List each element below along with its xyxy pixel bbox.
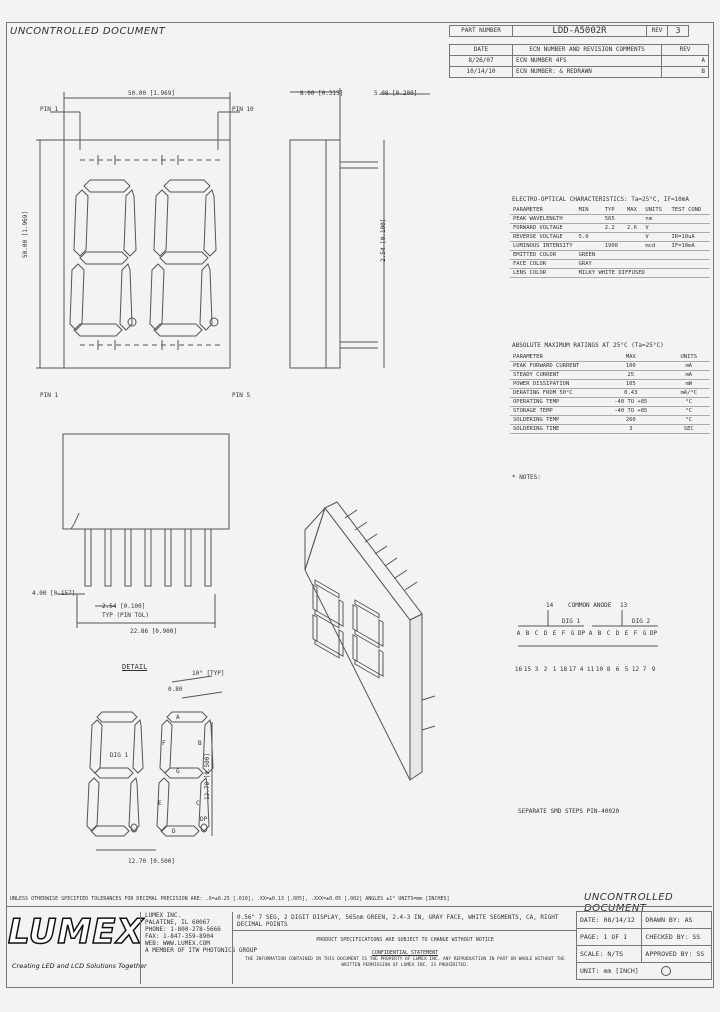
- cell: [602, 233, 624, 242]
- cell: PEAK FORWARD CURRENT: [510, 362, 594, 371]
- cell: °C: [668, 407, 710, 416]
- cell: [624, 251, 642, 260]
- address-line: FAX: 1-847-359-8904: [145, 933, 214, 940]
- elec-header: MIN: [576, 206, 602, 215]
- cell: EMITTED COLOR: [510, 251, 576, 260]
- approved-value: SS: [696, 950, 705, 958]
- page-cell: [577, 929, 642, 946]
- pin5-bottom-label: PIN 5: [232, 392, 251, 399]
- revision-rev: B: [662, 67, 709, 78]
- rev-desc-header: ECN NUMBER AND REVISION COMMENTS: [513, 45, 662, 56]
- pin-num: 5: [624, 666, 629, 673]
- absmax-footnote: * NOTES:: [512, 474, 541, 481]
- scale-cell: [577, 946, 642, 963]
- side-view-drawing: [280, 80, 440, 380]
- cell: DERATING FROM 50°C: [510, 389, 594, 398]
- bottom-pins: [85, 529, 211, 586]
- pin-seg: C: [606, 630, 611, 637]
- detail-dim-bottom: 12.70 [0.500]: [128, 858, 175, 865]
- cell: OPERATING TEMP: [510, 398, 594, 407]
- cell: [624, 215, 642, 224]
- units-label: UNIT:: [580, 967, 600, 975]
- pin-num: 4: [579, 666, 584, 673]
- seg-c-label: C: [196, 800, 200, 807]
- notice-header: CONFIDENTIAL STATEMENT: [371, 950, 439, 956]
- cell: [576, 215, 602, 224]
- cell: 3: [594, 425, 668, 434]
- absmax-header: MAX: [594, 353, 668, 362]
- lumex-tagline: Creating LED and LCD Solutions Together: [12, 962, 147, 970]
- notice-2: THE INFORMATION CONTAINED IN THIS DOCUMENT IS THE PROPERTY OF LUMEX INC. ANY REPRODUCTION IN PART OR WHOLE WITHOUT THE WRITTEN PERMISSION OF LUMEX INC. IS PROHIBITED.: [245, 957, 565, 968]
- cell: [602, 260, 624, 269]
- revision-row: [450, 56, 709, 67]
- side-depth-dim: 8.00 [0.315]: [300, 90, 344, 97]
- pin-seg: G: [570, 630, 575, 637]
- detail-drawing: [82, 670, 242, 870]
- seg-d-label: D: [172, 828, 176, 835]
- cell: IF=10mA: [669, 242, 710, 251]
- cell: mW: [668, 380, 710, 389]
- cell: [576, 242, 602, 251]
- table-row: [510, 425, 710, 434]
- cell: [624, 242, 642, 251]
- rev-value: 3: [668, 26, 689, 37]
- electrical-title: ELECTRO-OPTICAL CHARACTERISTICS: Ta=25°C, IF=10mA: [512, 196, 690, 203]
- cell: LUMINOUS INTENSITY: [510, 242, 576, 251]
- table-row: [510, 242, 710, 251]
- pin-num: 8: [606, 666, 611, 673]
- table-row: [510, 251, 710, 260]
- table-row: [510, 380, 710, 389]
- pin-num: 17: [568, 666, 577, 673]
- cell: 2.6: [624, 224, 642, 233]
- pin-num: 10: [595, 666, 604, 673]
- cell: [669, 215, 710, 224]
- cell: °C: [668, 416, 710, 425]
- rev-label: REV: [647, 26, 668, 37]
- rev-rev-header: REV: [662, 45, 709, 56]
- seg-e-label: E: [158, 800, 162, 807]
- pin-seg: G: [642, 630, 647, 637]
- table-row: [510, 233, 710, 242]
- cell: [669, 260, 710, 269]
- date-value: 08/14/12: [603, 916, 635, 924]
- electrical-table: [510, 206, 710, 278]
- pin-seg: D: [543, 630, 548, 637]
- pin-seg: C: [534, 630, 539, 637]
- bottom-pitch-dim: 2.54 [0.100]: [102, 603, 146, 610]
- date-label: DATE:: [580, 916, 600, 924]
- detail-label: DETAIL: [122, 663, 148, 671]
- iso-note: [518, 808, 619, 815]
- pin-dig1-label: DIG 1: [562, 618, 581, 625]
- checked-label: CHECKED BY:: [645, 933, 689, 941]
- cell: °C: [668, 398, 710, 407]
- approved-cell: [642, 946, 712, 963]
- isometric-view-drawing: [295, 500, 445, 790]
- scale-label: SCALE:: [580, 950, 604, 958]
- elec-header: TEST COND: [669, 206, 710, 215]
- cell: SOLDERING TIME: [510, 425, 594, 434]
- address-line: PHONE: 1-800-278-5666: [145, 926, 221, 933]
- pin-num: 9: [651, 666, 656, 673]
- table-row: [510, 269, 710, 278]
- front-width-dim: 50.00 [1.969]: [128, 90, 175, 97]
- cell: STORAGE TEMP: [510, 407, 594, 416]
- pin-top-left: 14: [546, 602, 554, 609]
- seg-dp-label: DP: [200, 816, 208, 823]
- cell: 565: [602, 215, 624, 224]
- pin-top-right: 13: [620, 602, 628, 609]
- revision-history-table: [449, 44, 709, 78]
- pin-number-row: [514, 666, 658, 673]
- pin-common-label: COMMON ANODE: [568, 602, 612, 609]
- pin-seg: B: [525, 630, 530, 637]
- elec-header: PARAMETER: [510, 206, 576, 215]
- front-height-dim: 50.00 [1.969]: [22, 211, 29, 258]
- cell: 260: [594, 416, 668, 425]
- front-view-drawing: [30, 80, 260, 380]
- detail-dim-angle: 0.80: [168, 686, 183, 693]
- revision-date: 8/26/07: [450, 56, 513, 67]
- bottom-pinlen-dim: 4.00 [0.157]: [32, 590, 76, 597]
- table-row: [510, 407, 710, 416]
- pin-num: 7: [642, 666, 647, 673]
- cell: mA/°C: [668, 389, 710, 398]
- table-row: [510, 416, 710, 425]
- pin-num: 12: [631, 666, 640, 673]
- page-label: PAGE:: [580, 933, 600, 941]
- address-line: PALATINE, IL 60067: [145, 919, 211, 926]
- cell: 0.43: [594, 389, 668, 398]
- tolerance-note: UNLESS OTHERWISE SPECIFIED TOLERANCES FOR DECIMAL PRECISION ARE: .X=±0.25 [.010], .XX=±0.13 [.005], .XXX=±0.05 [.002] ANGLES ±1° UNITS=mm [INCHES]: [10, 896, 450, 902]
- table-row: [510, 398, 710, 407]
- bottom-view-drawing: [55, 428, 245, 638]
- detail-dim-top: 10° [TYP]: [192, 670, 225, 677]
- units-cell: [577, 963, 712, 980]
- date-cell: [577, 912, 642, 929]
- cell: [669, 224, 710, 233]
- projection-icon: [661, 966, 671, 976]
- cell: [602, 251, 624, 260]
- rev-date-header: DATE: [450, 45, 513, 56]
- pin-seg: DP: [649, 630, 658, 637]
- page-value: 1 OF 1: [603, 933, 627, 941]
- part-number-table: [449, 25, 689, 37]
- side-seat-dim: 5.08 [0.200]: [374, 90, 418, 97]
- pin-seg: B: [597, 630, 602, 637]
- cell: POWER DISSIPATION: [510, 380, 594, 389]
- absmax-table: [510, 353, 710, 434]
- elec-header: UNITS: [642, 206, 668, 215]
- cell: mA: [668, 362, 710, 371]
- cell: LENS COLOR: [510, 269, 576, 278]
- units-value: mm [INCH]: [603, 967, 639, 975]
- detail-dim-side: 12.70 [0.500]: [204, 753, 211, 800]
- uncontrolled-label-bottom: UNCONTROLLED DOCUMENT: [584, 892, 674, 914]
- pin-num: 1: [552, 666, 557, 673]
- table-row: [510, 224, 710, 233]
- pin-num: 11: [586, 666, 595, 673]
- table-row: [510, 362, 710, 371]
- part-description: 0.56" 7 SEG, 2 DIGIT DISPLAY, 565nm GREEN, 2.4-3 IN, GRAY FACE, WHITE SEGMENTS, CA, RIGHT DECIMAL POINTS: [233, 912, 577, 931]
- bottom-total-dim: 22.86 [0.900]: [130, 628, 177, 635]
- drawn-cell: [642, 912, 712, 929]
- absmax-header: PARAMETER: [510, 353, 594, 362]
- cell: 5.0: [576, 233, 602, 242]
- pin10-top-label: PIN 10: [232, 106, 254, 113]
- cell: -40 TO +85: [594, 398, 668, 407]
- part-number-label: PART NUMBER: [450, 26, 513, 37]
- pin-diagram-lines: [512, 610, 662, 670]
- cell: 100: [594, 362, 668, 371]
- pin-dig2-label: DIG 2: [632, 618, 651, 625]
- cell: -40 TO +85: [594, 407, 668, 416]
- cell: STEADY CURRENT: [510, 371, 594, 380]
- table-row: [510, 215, 710, 224]
- cell: V: [642, 224, 668, 233]
- elec-header: MAX: [624, 206, 642, 215]
- lumex-logo: LUMEX: [8, 912, 144, 952]
- cell: nm: [642, 215, 668, 224]
- cell: [624, 233, 642, 242]
- pin-segment-row: [514, 630, 658, 637]
- part-number-value: LDD-A5002R: [513, 26, 647, 37]
- cell: [576, 224, 602, 233]
- pin-num: 16: [514, 666, 523, 673]
- description-block: [232, 912, 577, 984]
- pin-num: 6: [615, 666, 620, 673]
- detail-digit-label: DIG 1: [110, 752, 129, 759]
- notice-1: PRODUCT SPECIFICATIONS ARE SUBJECT TO CHANGE WITHOUT NOTICE: [316, 937, 494, 943]
- seg-g-label: G: [176, 768, 180, 775]
- cell: mcd: [642, 242, 668, 251]
- pin-num: 2: [543, 666, 548, 673]
- address-line: LUMEX INC.: [145, 912, 182, 919]
- pin-seg: D: [615, 630, 620, 637]
- cell: MILKY WHITE DIFFUSED: [576, 269, 710, 278]
- elec-header: TYP: [602, 206, 624, 215]
- cell: REVERSE VOLTAGE: [510, 233, 576, 242]
- pin-num: 15: [523, 666, 532, 673]
- cell: [642, 251, 668, 260]
- revision-date: 10/14/10: [450, 67, 513, 78]
- revision-desc: ECN NUMBER: & REDRAWN: [513, 67, 662, 78]
- pin-seg: A: [588, 630, 593, 637]
- table-row: [510, 371, 710, 380]
- cell: V: [642, 233, 668, 242]
- pin-seg: A: [516, 630, 521, 637]
- scale-value: N/TS: [607, 950, 624, 958]
- address-line: A MEMBER OF ITW PHOTONICS GROUP: [145, 947, 257, 954]
- pin-seg: F: [561, 630, 566, 637]
- uncontrolled-label-top: UNCONTROLLED DOCUMENT: [10, 26, 166, 37]
- pin-seg: DP: [577, 630, 586, 637]
- cell: mA: [668, 371, 710, 380]
- absmax-header: UNITS: [668, 353, 710, 362]
- iso-spec-text: PIN-40020: [586, 808, 620, 815]
- table-row: [510, 389, 710, 398]
- pin-seg: E: [624, 630, 629, 637]
- cell: 2.2: [602, 224, 624, 233]
- cell: SOLDERING TEMP: [510, 416, 594, 425]
- seg-a-label: A: [176, 714, 180, 721]
- cell: IR=10uA: [669, 233, 710, 242]
- checked-value: SS: [692, 933, 701, 941]
- cell: [624, 260, 642, 269]
- pin1-top-label: PIN 1: [40, 106, 59, 113]
- seg-b-label: B: [198, 740, 202, 747]
- address-line: WEB: WWW.LUMEX.COM: [145, 940, 211, 947]
- cell: PEAK WAVELENGTH: [510, 215, 576, 224]
- cell: [669, 251, 710, 260]
- drawn-value: AS: [684, 916, 693, 924]
- title-block-table: [576, 911, 712, 980]
- cell: 1900: [602, 242, 624, 251]
- cell: FACE COLOR: [510, 260, 576, 269]
- iso-note-text: SEPARATE SMD STEPS: [518, 808, 584, 815]
- pin-seg: E: [552, 630, 557, 637]
- side-height-dim: 2.54 [0.100]: [380, 218, 387, 262]
- cell: GRAY: [576, 260, 602, 269]
- cell: SEC: [668, 425, 710, 434]
- cell: FORWARD VOLTAGE: [510, 224, 576, 233]
- cell: GREEN: [576, 251, 602, 260]
- cell: 105: [594, 380, 668, 389]
- pin1-bottom-label: PIN 1: [40, 392, 59, 399]
- pin-num: 3: [534, 666, 539, 673]
- pin-seg: F: [633, 630, 638, 637]
- cell: [642, 260, 668, 269]
- revision-rev: A: [662, 56, 709, 67]
- cell: 25: [594, 371, 668, 380]
- checked-cell: [642, 929, 712, 946]
- seg-f-label: F: [162, 740, 166, 747]
- drawn-label: DRAWN BY:: [645, 916, 681, 924]
- bottom-tol-note: TYP (PIN TOL): [102, 612, 149, 619]
- pin-num: 18: [559, 666, 568, 673]
- absmax-title: ABSOLUTE MAXIMUM RATINGS AT 25°C (Ta=25°C): [512, 342, 664, 349]
- table-row: [510, 260, 710, 269]
- revision-desc: ECN NUMBER 4FS: [513, 56, 662, 67]
- approved-label: APPROVED BY:: [645, 950, 693, 958]
- revision-row: [450, 67, 709, 78]
